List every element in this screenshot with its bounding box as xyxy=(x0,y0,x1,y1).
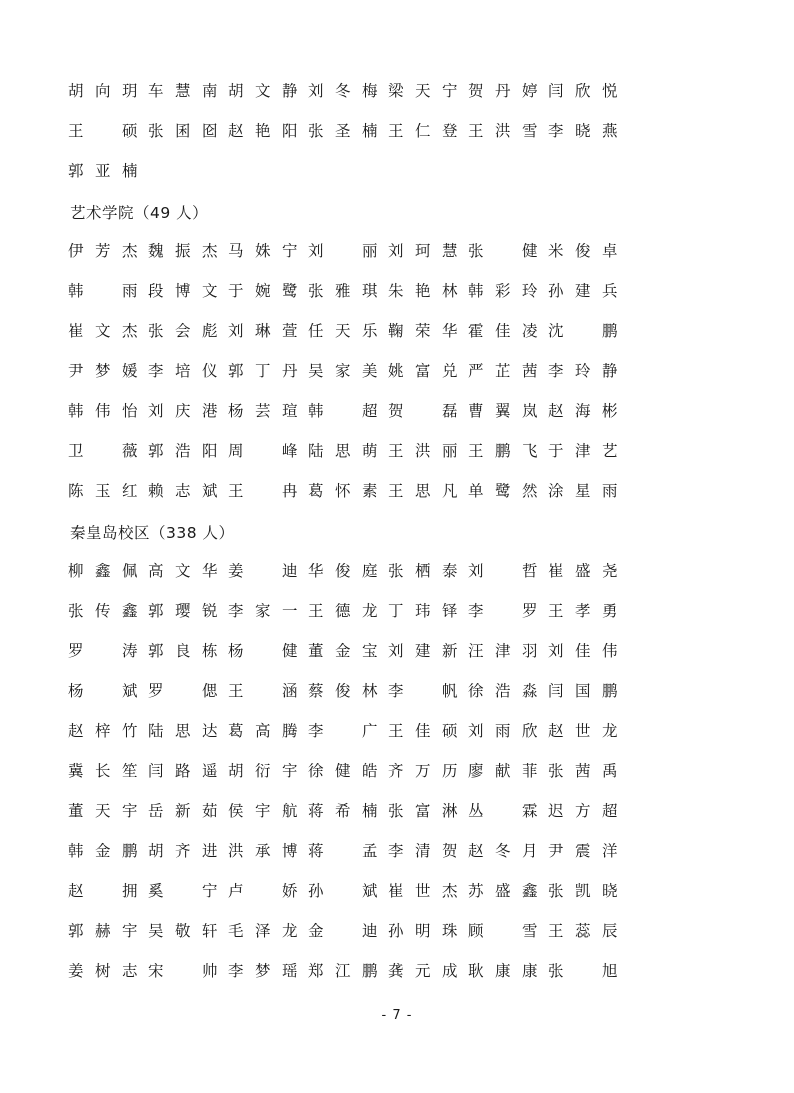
name-cell: 严芷茜 xyxy=(468,362,538,381)
name-cell: 郑江鹏 xyxy=(308,962,378,981)
name-cell: 闫国鹏 xyxy=(548,682,618,701)
name-cell: 沈 鹏 xyxy=(548,322,618,341)
name-cell: 顾 雪 xyxy=(468,922,538,941)
name-cell: 王思凡 xyxy=(388,482,458,501)
name-cell: 张 健 xyxy=(468,242,538,261)
name-cell: 姚富兑 xyxy=(388,362,458,381)
name-cell: 蒋 孟 xyxy=(308,842,378,861)
name-row xyxy=(68,832,628,872)
name-cell: 葛高腾 xyxy=(228,722,298,741)
name-cell: 张传鑫 xyxy=(68,602,138,621)
name-cell: 张栖泰 xyxy=(388,562,458,581)
name-cell: 刘 丽 xyxy=(308,242,378,261)
name-row xyxy=(68,752,628,792)
name-cell: 侯宇航 xyxy=(228,802,298,821)
name-cell: 单鹭然 xyxy=(468,482,538,501)
name-row xyxy=(68,272,628,312)
name-cell: 刘冬梅 xyxy=(308,82,378,101)
name-cell: 陆思达 xyxy=(148,722,218,741)
name-cell: 耿康康 xyxy=(468,962,538,981)
name-cell: 王 硕 xyxy=(68,122,138,141)
name-row xyxy=(68,112,628,152)
name-cell: 韩金鹏 xyxy=(68,842,138,861)
name-row xyxy=(68,912,628,952)
document-body xyxy=(68,72,628,992)
name-cell: 闫路遥 xyxy=(148,762,218,781)
name-cell: 龚元成 xyxy=(388,962,458,981)
name-cell: 李晓燕 xyxy=(548,122,618,141)
name-cell: 崔盛尧 xyxy=(548,562,618,581)
name-cell: 李家一 xyxy=(228,602,298,621)
name-cell: 魏振杰 xyxy=(148,242,218,261)
name-cell: 韩伟怡 xyxy=(68,402,138,421)
name-cell: 李清贺 xyxy=(388,842,458,861)
name-cell: 米俊卓 xyxy=(548,242,618,261)
name-cell: 陈玉红 xyxy=(68,482,138,501)
name-cell: 王佳硕 xyxy=(388,722,458,741)
name-row xyxy=(68,72,628,112)
name-cell: 杨芸瑄 xyxy=(228,402,298,421)
name-cell: 胡向玥 xyxy=(68,82,138,101)
name-cell: 任天乐 xyxy=(308,322,378,341)
name-cell: 刘 哲 xyxy=(468,562,538,581)
name-cell: 尹震洋 xyxy=(548,842,618,861)
name-cell: 孙 斌 xyxy=(308,882,378,901)
name-cell: 蔡俊林 xyxy=(308,682,378,701)
name-cell: 郭浩阳 xyxy=(148,442,218,461)
name-cell: 张茜禹 xyxy=(548,762,618,781)
name-cell: 吴家美 xyxy=(308,362,378,381)
name-cell: 王仁登 xyxy=(388,122,458,141)
name-cell: 张圣楠 xyxy=(308,122,378,141)
name-cell: 李 罗 xyxy=(468,602,538,621)
name-cell: 孙建兵 xyxy=(548,282,618,301)
name-cell: 王 冉 xyxy=(228,482,298,501)
name-cell: 姜 迪 xyxy=(228,562,298,581)
name-row xyxy=(68,392,628,432)
name-cell: 于津艺 xyxy=(548,442,618,461)
name-row xyxy=(68,632,628,672)
name-cell: 涂星雨 xyxy=(548,482,618,501)
name-cell: 冀长笙 xyxy=(68,762,138,781)
name-cell: 于婉鹭 xyxy=(228,282,298,301)
name-cell: 姜树志 xyxy=(68,962,138,981)
name-row xyxy=(68,352,628,392)
name-cell: 胡文静 xyxy=(228,82,298,101)
name-cell: 霍佳凌 xyxy=(468,322,538,341)
name-cell: 丁玮铎 xyxy=(388,602,458,621)
name-cell: 苏盛鑫 xyxy=(468,882,538,901)
name-cell: 孙明珠 xyxy=(388,922,458,941)
name-row xyxy=(68,152,628,192)
name-cell: 刘珂慧 xyxy=(388,242,458,261)
name-cell: 刘庆港 xyxy=(148,402,218,421)
name-cell: 罗 涛 xyxy=(68,642,138,661)
name-cell: 徐健皓 xyxy=(308,762,378,781)
name-cell: 段博文 xyxy=(148,282,218,301)
name-cell: 郭璎锐 xyxy=(148,602,218,621)
name-cell: 刘琳萱 xyxy=(228,322,298,341)
name-cell: 董天宇 xyxy=(68,802,138,821)
name-cell: 柳鑫佩 xyxy=(68,562,138,581)
name-cell: 廖献菲 xyxy=(468,762,538,781)
name-cell: 高文华 xyxy=(148,562,218,581)
name-cell: 刘雨欣 xyxy=(468,722,538,741)
name-cell: 韩彩玲 xyxy=(468,282,538,301)
name-row xyxy=(68,472,628,512)
name-row xyxy=(68,712,628,752)
name-cell: 李 广 xyxy=(308,722,378,741)
name-cell: 胡齐进 xyxy=(148,842,218,861)
name-cell: 奚 宁 xyxy=(148,882,218,901)
name-cell: 毛泽龙 xyxy=(228,922,298,941)
name-cell: 陆思萌 xyxy=(308,442,378,461)
name-cell: 卫 薇 xyxy=(68,442,138,461)
name-cell: 周 峰 xyxy=(228,442,298,461)
page-number: - 7 - xyxy=(381,1008,413,1023)
name-cell: 洪承博 xyxy=(228,842,298,861)
name-row xyxy=(68,792,628,832)
name-cell: 贺丹婷 xyxy=(468,82,538,101)
name-cell: 尹梦媛 xyxy=(68,362,138,381)
name-cell: 王洪丽 xyxy=(388,442,458,461)
name-cell: 董金宝 xyxy=(308,642,378,661)
name-cell: 伊芳杰 xyxy=(68,242,138,261)
name-row xyxy=(68,552,628,592)
name-cell: 韩 超 xyxy=(308,402,378,421)
name-cell: 李培仪 xyxy=(148,362,218,381)
name-row xyxy=(68,432,628,472)
name-cell: 李玲静 xyxy=(548,362,618,381)
name-cell: 吴敬轩 xyxy=(148,922,218,941)
name-cell: 王德龙 xyxy=(308,602,378,621)
name-cell: 卢 娇 xyxy=(228,882,298,901)
name-cell: 刘佳伟 xyxy=(548,642,618,661)
name-cell: 葛怀素 xyxy=(308,482,378,501)
section-heading: 艺术学院（49 人） xyxy=(70,204,209,222)
name-row xyxy=(68,312,628,352)
name-row xyxy=(68,872,628,912)
name-cell: 蒋希楠 xyxy=(308,802,378,821)
section-heading: 秦皇岛校区（338 人） xyxy=(70,524,235,542)
name-cell: 罗 偲 xyxy=(148,682,218,701)
name-cell: 张富淋 xyxy=(388,802,458,821)
name-cell: 岳新茹 xyxy=(148,802,218,821)
name-cell: 曹翼岚 xyxy=(468,402,538,421)
name-cell: 丛 霖 xyxy=(468,802,538,821)
name-cell: 王 涵 xyxy=(228,682,298,701)
name-cell: 赖志斌 xyxy=(148,482,218,501)
name-cell: 齐万历 xyxy=(388,762,458,781)
name-cell: 张 旭 xyxy=(548,962,618,981)
name-cell: 汪津羽 xyxy=(468,642,538,661)
name-row xyxy=(68,952,628,992)
name-cell: 王孝勇 xyxy=(548,602,618,621)
name-cell: 郭亚楠 xyxy=(68,162,138,181)
name-cell: 鞠荣华 xyxy=(388,322,458,341)
name-cell: 李 帆 xyxy=(388,682,458,701)
name-cell: 崔文杰 xyxy=(68,322,138,341)
name-cell: 杨 健 xyxy=(228,642,298,661)
name-cell: 宋 帅 xyxy=(148,962,218,981)
name-row xyxy=(68,672,628,712)
name-cell: 郭丁丹 xyxy=(228,362,298,381)
name-row xyxy=(68,232,628,272)
name-cell: 赵海彬 xyxy=(548,402,618,421)
name-cell: 韩 雨 xyxy=(68,282,138,301)
name-cell: 赵世龙 xyxy=(548,722,618,741)
name-cell: 马姝宁 xyxy=(228,242,298,261)
name-cell: 王鹏飞 xyxy=(468,442,538,461)
name-cell: 郭赫宇 xyxy=(68,922,138,941)
name-cell: 杨 斌 xyxy=(68,682,138,701)
name-cell: 金 迪 xyxy=(308,922,378,941)
name-cell: 郭良栋 xyxy=(148,642,218,661)
name-cell: 崔世杰 xyxy=(388,882,458,901)
name-cell: 赵 拥 xyxy=(68,882,138,901)
name-cell: 王蕊辰 xyxy=(548,922,618,941)
name-cell: 张会彪 xyxy=(148,322,218,341)
name-cell: 迟方超 xyxy=(548,802,618,821)
name-cell: 李梦瑶 xyxy=(228,962,298,981)
name-cell: 梁天宁 xyxy=(388,82,458,101)
name-cell: 胡衍宇 xyxy=(228,762,298,781)
name-cell: 刘建新 xyxy=(388,642,458,661)
name-cell: 张囷囵 xyxy=(148,122,218,141)
name-cell: 徐浩淼 xyxy=(468,682,538,701)
name-cell: 赵艳阳 xyxy=(228,122,298,141)
name-cell: 华俊庭 xyxy=(308,562,378,581)
name-cell: 朱艳林 xyxy=(388,282,458,301)
name-cell: 张雅琪 xyxy=(308,282,378,301)
name-cell: 赵冬月 xyxy=(468,842,538,861)
name-cell: 贺 磊 xyxy=(388,402,458,421)
name-row xyxy=(68,592,628,632)
name-cell: 车慧南 xyxy=(148,82,218,101)
name-cell: 王洪雪 xyxy=(468,122,538,141)
name-cell: 闫欣悦 xyxy=(548,82,618,101)
name-cell: 张凯晓 xyxy=(548,882,618,901)
name-cell: 赵梓竹 xyxy=(68,722,138,741)
